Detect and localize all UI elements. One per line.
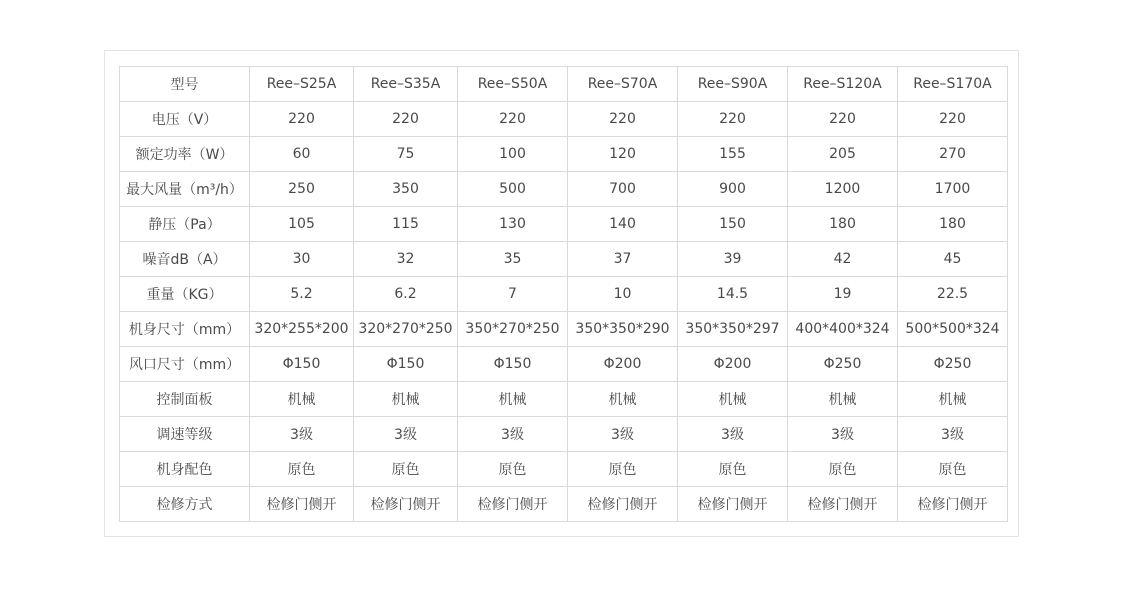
spec-table <box>119 66 1008 522</box>
table-cell: 原色 <box>678 452 788 487</box>
table-cell: 检修门侧开 <box>354 487 458 522</box>
header-cell-model-name: Ree–S90A <box>678 67 788 102</box>
table-row <box>120 277 1008 312</box>
table-cell: 机械 <box>568 382 678 417</box>
table-cell: 32 <box>354 242 458 277</box>
row-label-cell: 电压（V） <box>120 102 250 137</box>
table-cell: 22.5 <box>898 277 1008 312</box>
table-cell: 220 <box>458 102 568 137</box>
table-cell: 检修门侧开 <box>568 487 678 522</box>
table-row <box>120 487 1008 522</box>
table-cell: 42 <box>788 242 898 277</box>
table-cell: 机械 <box>678 382 788 417</box>
row-label-cell: 重量（KG） <box>120 277 250 312</box>
table-cell: Φ150 <box>458 347 568 382</box>
table-row <box>120 382 1008 417</box>
table-cell: Φ250 <box>788 347 898 382</box>
table-row <box>120 312 1008 347</box>
table-row <box>120 102 1008 137</box>
table-cell: 检修门侧开 <box>678 487 788 522</box>
row-label-cell: 机身配色 <box>120 452 250 487</box>
table-cell: 原色 <box>250 452 354 487</box>
table-cell: 45 <box>898 242 1008 277</box>
table-cell: 39 <box>678 242 788 277</box>
table-cell: 14.5 <box>678 277 788 312</box>
table-cell: 700 <box>568 172 678 207</box>
table-cell: 原色 <box>568 452 678 487</box>
table-cell: 105 <box>250 207 354 242</box>
table-cell: Φ250 <box>898 347 1008 382</box>
table-cell: 220 <box>250 102 354 137</box>
table-cell: 500*500*324 <box>898 312 1008 347</box>
header-cell-model-name: Ree–S35A <box>354 67 458 102</box>
table-row <box>120 207 1008 242</box>
row-label-cell: 静压（Pa） <box>120 207 250 242</box>
table-cell: 3级 <box>458 417 568 452</box>
table-cell: 3级 <box>250 417 354 452</box>
table-cell: 检修门侧开 <box>458 487 568 522</box>
table-cell: 原色 <box>458 452 568 487</box>
table-cell: 220 <box>354 102 458 137</box>
table-cell: 150 <box>678 207 788 242</box>
table-cell: 1200 <box>788 172 898 207</box>
table-cell: 35 <box>458 242 568 277</box>
header-cell-model-name: Ree–S25A <box>250 67 354 102</box>
row-label-cell: 噪音dB（A） <box>120 242 250 277</box>
table-cell: 250 <box>250 172 354 207</box>
row-label-cell: 机身尺寸（mm） <box>120 312 250 347</box>
table-row <box>120 347 1008 382</box>
table-row <box>120 172 1008 207</box>
row-label-cell: 额定功率（W） <box>120 137 250 172</box>
table-cell: 900 <box>678 172 788 207</box>
table-cell: 220 <box>898 102 1008 137</box>
table-cell: 检修门侧开 <box>250 487 354 522</box>
table-cell: 37 <box>568 242 678 277</box>
header-cell-model-name: Ree–S120A <box>788 67 898 102</box>
table-cell: 机械 <box>788 382 898 417</box>
table-cell: 220 <box>788 102 898 137</box>
table-cell: 3级 <box>354 417 458 452</box>
table-cell: 19 <box>788 277 898 312</box>
table-cell: 3级 <box>568 417 678 452</box>
table-cell: Φ200 <box>568 347 678 382</box>
table-cell: 10 <box>568 277 678 312</box>
table-cell: 100 <box>458 137 568 172</box>
table-cell: 检修门侧开 <box>898 487 1008 522</box>
row-label-cell: 检修方式 <box>120 487 250 522</box>
table-cell: 500 <box>458 172 568 207</box>
table-cell: 350*350*297 <box>678 312 788 347</box>
table-cell: 130 <box>458 207 568 242</box>
table-cell: 155 <box>678 137 788 172</box>
table-cell: 5.2 <box>250 277 354 312</box>
table-cell: 原色 <box>354 452 458 487</box>
table-cell: 1700 <box>898 172 1008 207</box>
table-cell: 205 <box>788 137 898 172</box>
table-cell: 140 <box>568 207 678 242</box>
row-label-cell: 控制面板 <box>120 382 250 417</box>
row-label-cell: 最大风量（m³/h） <box>120 172 250 207</box>
table-cell: 320*270*250 <box>354 312 458 347</box>
table-cell: 机械 <box>898 382 1008 417</box>
table-row <box>120 242 1008 277</box>
table-cell: 3级 <box>898 417 1008 452</box>
table-cell: 6.2 <box>354 277 458 312</box>
table-cell: 机械 <box>354 382 458 417</box>
table-cell: 原色 <box>788 452 898 487</box>
table-cell: 3级 <box>678 417 788 452</box>
table-cell: 180 <box>898 207 1008 242</box>
table-header-row <box>120 67 1008 102</box>
row-label-cell: 风口尺寸（mm） <box>120 347 250 382</box>
table-cell: 320*255*200 <box>250 312 354 347</box>
table-cell: 75 <box>354 137 458 172</box>
table-cell: 机械 <box>250 382 354 417</box>
table-cell: Φ200 <box>678 347 788 382</box>
table-cell: 原色 <box>898 452 1008 487</box>
table-cell: Φ150 <box>354 347 458 382</box>
row-label-cell: 调速等级 <box>120 417 250 452</box>
table-row <box>120 137 1008 172</box>
table-cell: 30 <box>250 242 354 277</box>
table-cell: 220 <box>568 102 678 137</box>
table-cell: 350 <box>354 172 458 207</box>
table-cell: 7 <box>458 277 568 312</box>
table-cell: 220 <box>678 102 788 137</box>
table-cell: 180 <box>788 207 898 242</box>
header-cell-model-name: Ree–S70A <box>568 67 678 102</box>
table-cell: 350*350*290 <box>568 312 678 347</box>
table-cell: 60 <box>250 137 354 172</box>
table-cell: 115 <box>354 207 458 242</box>
table-cell: 机械 <box>458 382 568 417</box>
table-cell: 120 <box>568 137 678 172</box>
header-cell-model-name: Ree–S170A <box>898 67 1008 102</box>
table-row <box>120 417 1008 452</box>
table-cell: 检修门侧开 <box>788 487 898 522</box>
header-cell-model: 型号 <box>120 67 250 102</box>
table-cell: Φ150 <box>250 347 354 382</box>
table-cell: 270 <box>898 137 1008 172</box>
table-cell: 400*400*324 <box>788 312 898 347</box>
header-cell-model-name: Ree–S50A <box>458 67 568 102</box>
table-row <box>120 452 1008 487</box>
table-cell: 3级 <box>788 417 898 452</box>
table-cell: 350*270*250 <box>458 312 568 347</box>
